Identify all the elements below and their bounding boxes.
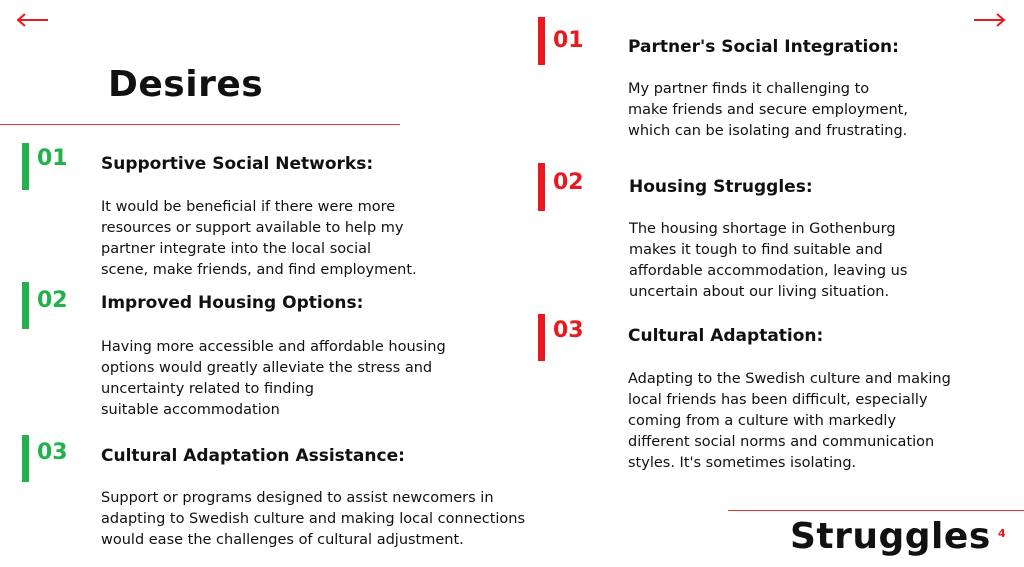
struggle-3-number: 03 (553, 318, 584, 343)
struggle-3-title: Cultural Adaptation: (628, 326, 824, 346)
struggle-3-bar (538, 314, 545, 361)
desires-heading: Desires (108, 64, 264, 105)
struggle-2-title: Housing Struggles: (629, 177, 813, 197)
desire-2-title: Improved Housing Options: (101, 293, 364, 313)
struggles-divider (728, 510, 1024, 511)
struggle-2-body: The housing shortage in Gothenburg makes it tough to find suitable and affordable accommodation, leaving us uncertain about our living situation. (629, 221, 908, 300)
arrow-left-icon[interactable] (16, 12, 50, 28)
struggle-3-body: Adapting to the Swedish culture and making local friends has been difficult, especially coming from a culture with markedly different social norms and communication styles. It's sometimes isolating. (628, 371, 951, 471)
struggles-heading: Struggles (790, 516, 991, 557)
desire-1-body: It would be beneficial if there were more resources or support available to help my partner integrate into the local social scene, make friends, and find employment. (101, 199, 417, 278)
struggle-2-bar (538, 163, 545, 211)
desire-2-number: 02 (37, 288, 68, 313)
struggle-1-bar (538, 17, 545, 65)
desires-divider (0, 124, 400, 125)
desire-3-title: Cultural Adaptation Assistance: (101, 446, 405, 466)
desire-3-body: Support or programs designed to assist newcomers in adapting to Swedish culture and making local connections would ease the challenges of cultural adjustment. (101, 490, 526, 548)
desire-3-number: 03 (37, 440, 68, 465)
struggle-2-number: 02 (553, 170, 584, 195)
struggle-1-title: Partner's Social Integration: (628, 37, 899, 57)
desire-2-body: Having more accessible and affordable housing options would greatly alleviate the stress and uncertainty related to finding suitable accommodation (101, 339, 446, 418)
desire-3-bar (22, 435, 29, 482)
desire-1-number: 01 (37, 146, 68, 171)
struggle-1-body: My partner finds it challenging to make friends and secure employment, which can be isolating and frustrating. (628, 81, 908, 139)
struggle-1-number: 01 (553, 28, 584, 53)
desire-1-bar (22, 143, 29, 190)
arrow-right-icon[interactable] (972, 12, 1006, 28)
page-number: 4 (998, 527, 1006, 540)
desire-2-bar (22, 282, 29, 329)
desire-1-title: Supportive Social Networks: (101, 154, 374, 174)
